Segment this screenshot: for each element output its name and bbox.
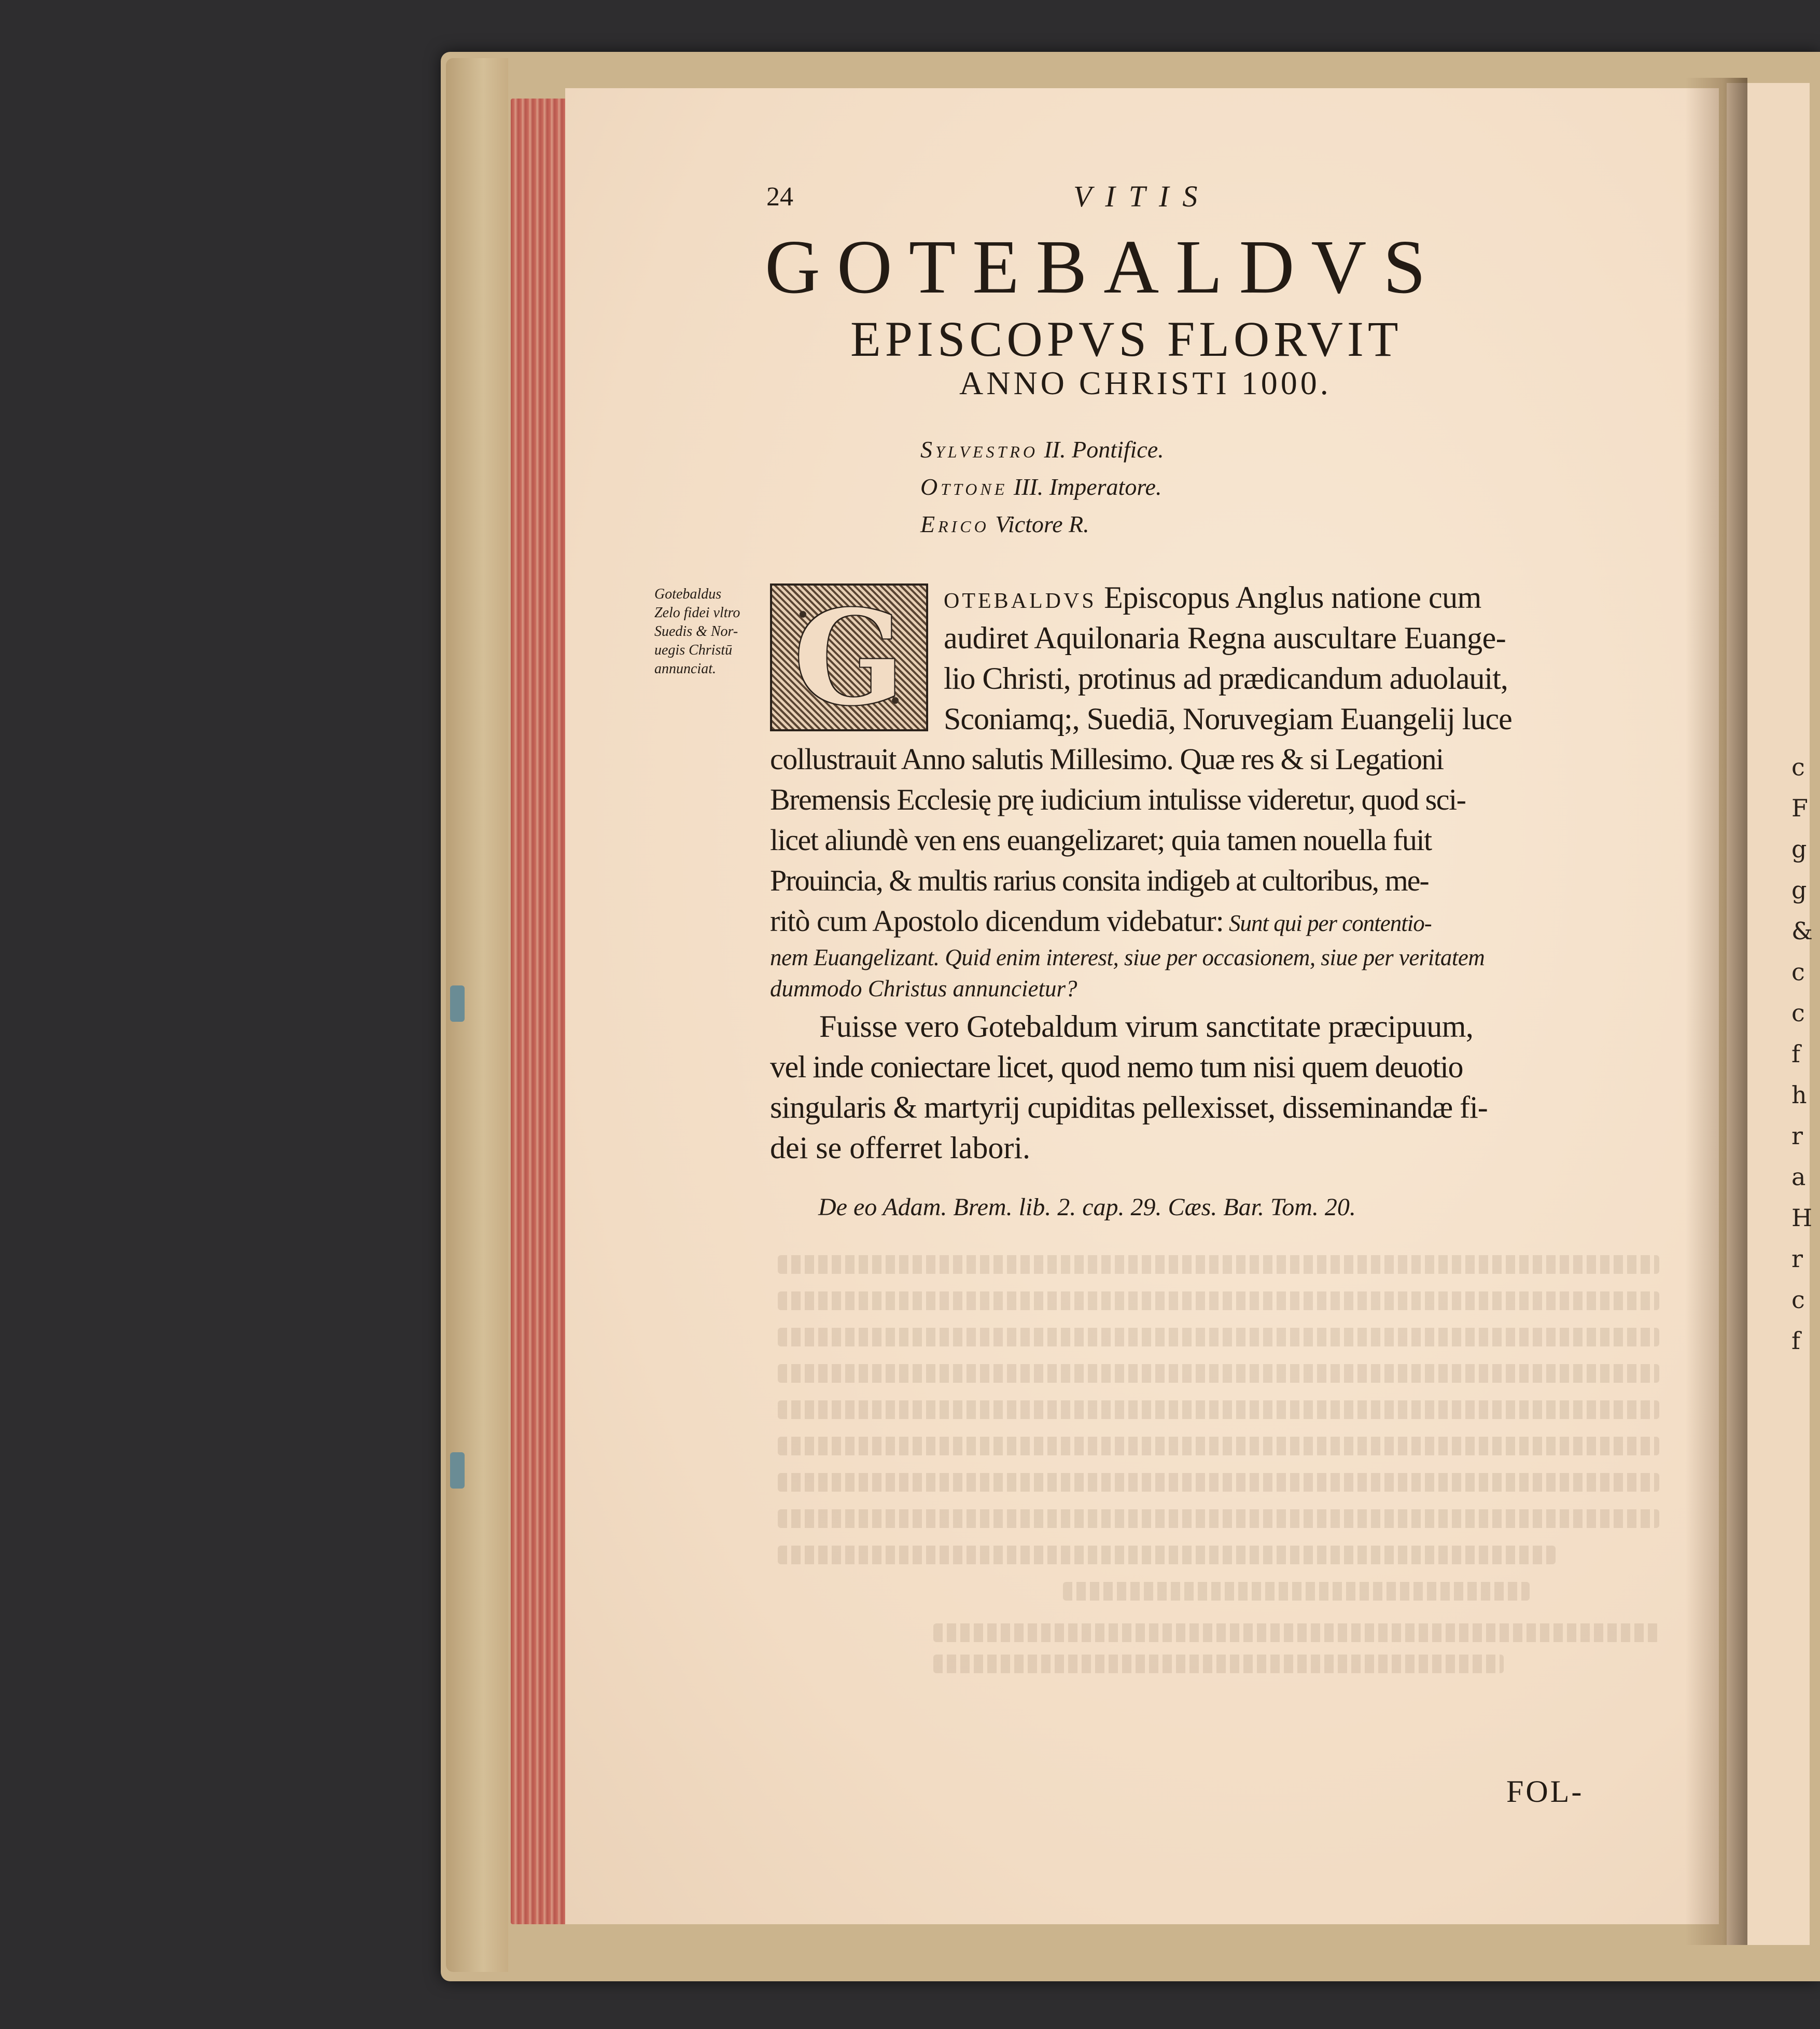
facing-page-letters <box>1791 747 1812 1361</box>
bleed-through-line <box>1063 1582 1530 1601</box>
body-line-1 <box>944 580 1481 616</box>
facing-letter: r <box>1791 1245 1803 1273</box>
margin-note: Gotebaldus Zelo fidei vltro Suedis & Nor- uegis Christū annunciat. <box>654 586 740 677</box>
body-line-11: dummodo Christus annuncietur? <box>770 976 1077 1002</box>
bleed-through-line <box>778 1509 1659 1528</box>
body-line-9-italic: Sunt qui per contentio- <box>1223 910 1432 936</box>
title-line-1: GOTEBALDVS <box>765 225 1443 310</box>
context-line-king <box>920 510 1089 538</box>
clasp-tab-upper <box>450 985 465 1022</box>
running-head: VITIS <box>1073 179 1211 213</box>
body-line-6: Bremensis Ecclesię prę iudicium intulisse videretur, quod sci- <box>770 783 1466 816</box>
body-line-12: Fuisse vero Gotebaldum virum sanctitate præcipuum, <box>819 1009 1474 1044</box>
body-line-9-text: ritò cum Apostolo dicendum videbatur: <box>770 904 1224 938</box>
body-line-1-text: Episcopus Anglus natione cum <box>1096 580 1481 615</box>
bleed-through-line <box>933 1655 1504 1673</box>
context-name: Erico <box>920 511 989 537</box>
context-line-pope <box>920 436 1164 463</box>
facing-letter: g <box>1791 876 1807 904</box>
bleed-through-line <box>778 1473 1659 1492</box>
context-name: Ottone <box>920 474 1008 500</box>
body-line-13: vel inde coniectare licet, quod nemo tum nisi quem deuotio <box>770 1050 1463 1084</box>
facing-letter: c <box>1791 1286 1805 1314</box>
body-line-8: Prouincia, & multis rarius consita indigeb at cultoribus, me- <box>770 864 1429 897</box>
facing-letter: H <box>1791 1204 1813 1232</box>
facing-letter: g <box>1791 835 1807 863</box>
context-name: Sylvestro <box>920 436 1038 463</box>
bleed-through-line <box>778 1437 1659 1455</box>
facing-letter: f <box>1791 1040 1801 1068</box>
facing-letter: r <box>1791 1122 1803 1150</box>
page-number: 24 <box>766 182 793 212</box>
bleed-through-line <box>778 1255 1659 1274</box>
body-line-9 <box>770 904 1432 938</box>
facing-letter: & <box>1791 917 1813 945</box>
decorated-initial <box>770 581 928 734</box>
red-page-edges <box>511 99 568 1924</box>
bleed-through-line <box>778 1364 1659 1383</box>
bleed-through-line <box>778 1546 1556 1564</box>
initial-letter: G <box>793 581 905 734</box>
bleed-through-line <box>778 1291 1659 1310</box>
body-line-3: lio Christi, protinus ad prædicandum aduolauit, <box>944 661 1508 696</box>
context-rest: III. Imperatore. <box>1007 474 1162 500</box>
catchword: FOL- <box>1506 1774 1584 1809</box>
body-line-2: audiret Aquilonaria Regna auscultare Euange- <box>944 621 1506 655</box>
body-line-15: dei se offerret labori. <box>770 1131 1031 1165</box>
bleed-through-line <box>933 1623 1659 1642</box>
context-rest: II. Pontifice. <box>1038 436 1164 463</box>
body-line-14: singularis & martyrij cupiditas pellexisset, disseminandæ fi- <box>770 1090 1488 1124</box>
book-gutter <box>1685 78 1747 1945</box>
facing-letter: h <box>1791 1081 1807 1109</box>
facing-letter: F <box>1791 794 1808 822</box>
body-line-1-smallcaps: otebaldvs <box>944 580 1097 615</box>
clasp-tab-lower <box>450 1452 465 1489</box>
facing-letter: c <box>1791 999 1805 1027</box>
bleed-through-line <box>778 1328 1659 1346</box>
body-line-5: collustrauit Anno salutis Millesimo. Quæ res & si Legationi <box>770 742 1444 776</box>
body-line-4: Sconiamq;, Suediā, Noruvegiam Euangelij luce <box>944 702 1512 736</box>
bleed-through-line <box>778 1400 1659 1419</box>
context-rest: Victore R. <box>989 511 1089 537</box>
facing-letter: c <box>1791 753 1805 781</box>
citation: De eo Adam. Brem. lib. 2. cap. 29. Cæs. Bar. Tom. 20. <box>818 1193 1356 1221</box>
facing-letter: f <box>1791 1327 1801 1355</box>
body-line-10: nem Euangelizant. Quid enim interest, siue per occasionem, siue per veritatem <box>770 944 1485 970</box>
title-line-2: EPISCOPVS FLORVIT <box>850 311 1403 367</box>
facing-letter: c <box>1791 958 1805 986</box>
title-line-3: ANNO CHRISTI 1000. <box>959 365 1332 401</box>
body-line-7: licet aliundè ven ens euangelizaret; quia tamen nouella fuit <box>770 823 1432 857</box>
context-line-emperor <box>920 473 1161 501</box>
facing-letter: a <box>1791 1163 1806 1191</box>
